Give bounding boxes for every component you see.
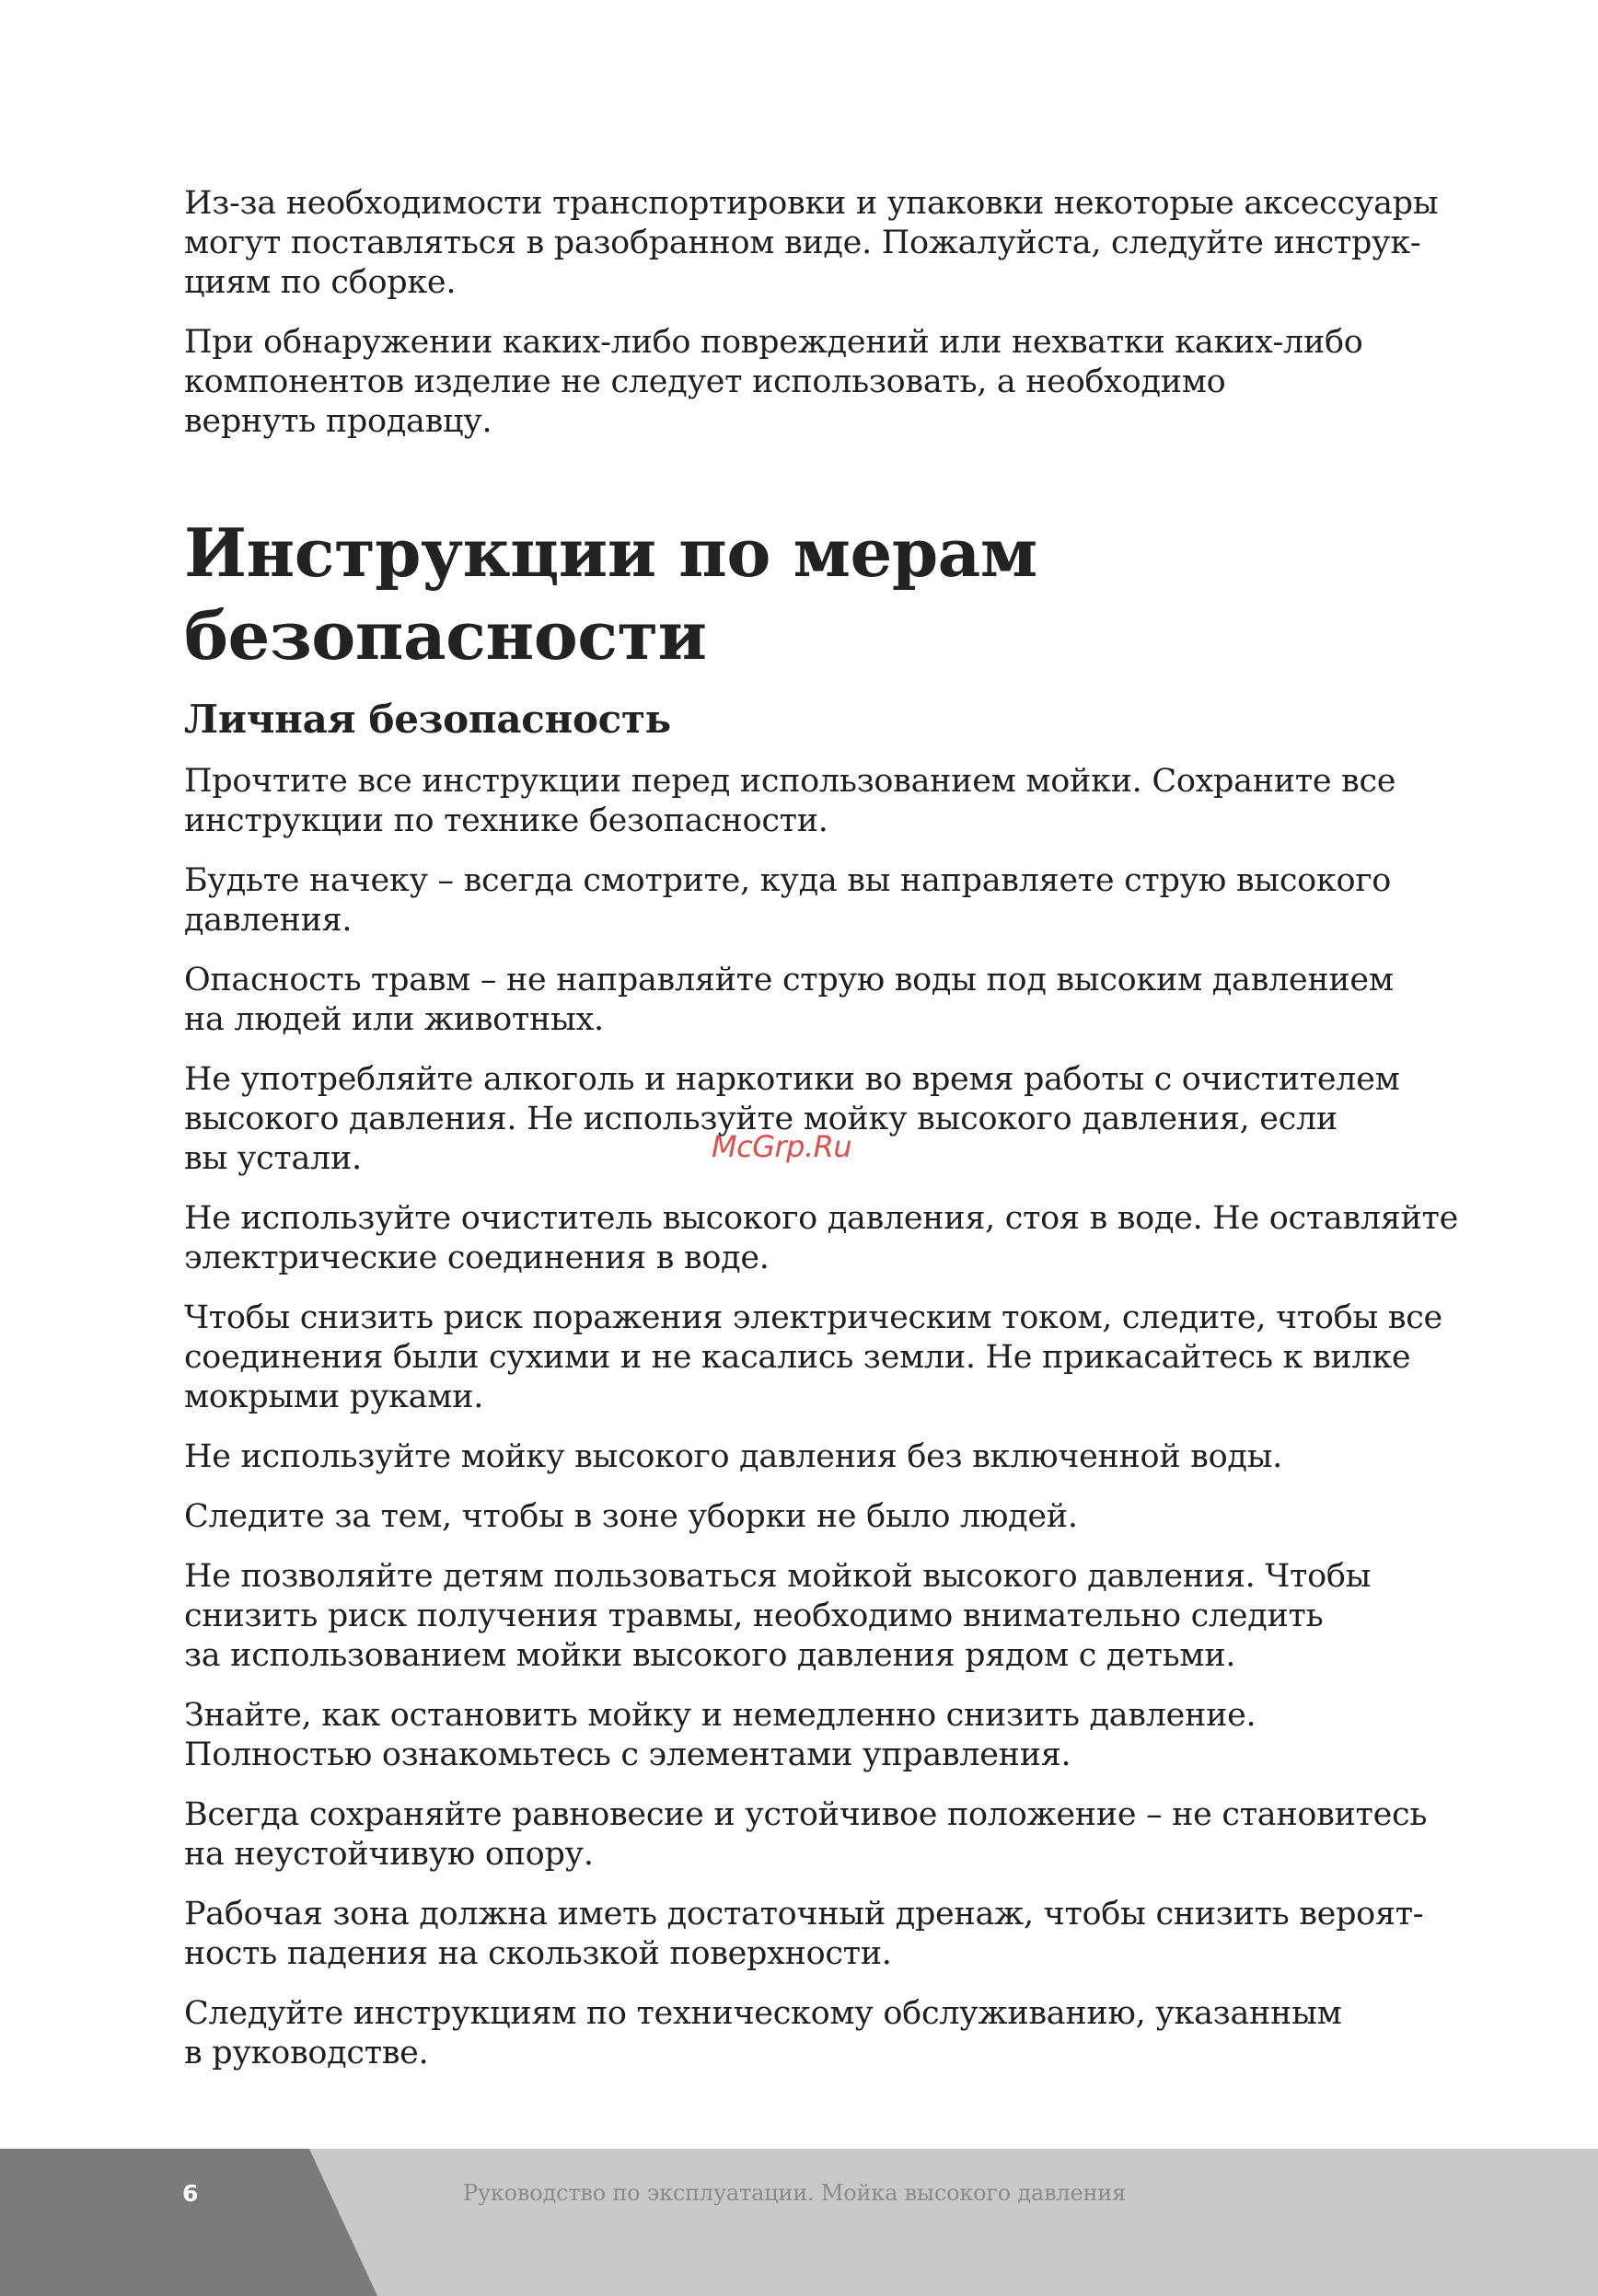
safety-paragraph: Следите за тем, чтобы в зоне уборки не было людей. — [184, 1498, 1078, 1535]
safety-paragraph: Не используйте мойку высокого давления без включенной воды. — [184, 1438, 1282, 1475]
footer-document-title: Руководство по эксплуатации. Мойка высокого давления — [463, 2180, 1127, 2206]
safety-paragraph: Будьте начеку – всегда смотрите, куда вы направляете струю высокого давления. — [184, 862, 1392, 939]
safety-paragraph: Знайте, как остановить мойку и немедленно снизить давление. Полностью ознакомьтесь с элементами управления. — [184, 1697, 1256, 1773]
section-subtitle: Личная безопасность — [184, 697, 671, 742]
page-number: 6 — [182, 2180, 199, 2207]
safety-paragraph: Всегда сохраняйте равновесие и устойчивое положение – не становитесь на неустойчивую опору. — [184, 1796, 1428, 1873]
safety-paragraph: Чтобы снизить риск поражения электрическим током, следите, чтобы все соединения были сухими и не касались земли. Не прикасайтесь к вилке мокрыми руками. — [184, 1299, 1442, 1415]
safety-paragraph: Не позволяйте детям пользоваться мойкой высокого давления. Чтобы снизить риск получения травмы, необходимо внимательно следить за использованием мойки высокого давления рядом с детьми. — [184, 1558, 1372, 1674]
safety-paragraph: Прочтите все инструкции перед использованием мойки. Сохраните все инструкции по технике безопасности. — [184, 763, 1396, 839]
page-footer — [0, 2149, 1598, 2296]
safety-paragraph: Опасность травм – не направляйте струю воды под высоким давлением на людей или животных. — [184, 962, 1394, 1038]
watermark: McGrp.Ru — [712, 1129, 852, 1164]
section-title: Инструкции по мерам безопасности — [184, 513, 1037, 675]
intro-paragraph-2: При обнаружении каких-либо повреждений или нехватки каких-либо компонентов изделие не следует использовать, а необходимо вернуть продавцу. — [184, 324, 1363, 440]
safety-paragraph: Следуйте инструкциям по техническому обслуживанию, указанным в руководстве. — [184, 1995, 1342, 2071]
intro-paragraph-1: Из-за необходимости транспортировки и упаковки некоторые аксессуары могут поставляться в разобранном виде. Пожалуйста, следуйте инструк- циям по сборке. — [184, 185, 1439, 301]
safety-paragraph: Не употребляйте алкоголь и наркотики во время работы с очистителем высокого давления. Не используйте мойку высокого давления, если вы устали. — [184, 1061, 1400, 1177]
footer-page-tab — [0, 2149, 377, 2296]
safety-paragraph: Не используйте очиститель высокого давления, стоя в воде. Не оставляйте электрические соединения в воде. — [184, 1200, 1459, 1276]
safety-paragraph: Рабочая зона должна иметь достаточный дренаж, чтобы снизить вероят- ность падения на скользкой поверхности. — [184, 1896, 1424, 1972]
